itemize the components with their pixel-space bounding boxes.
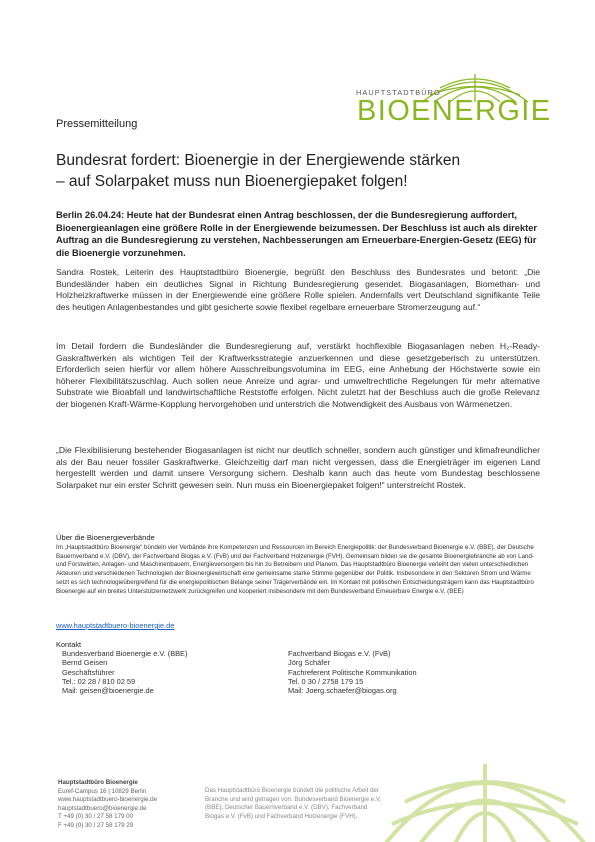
headline-line-1: Bundesrat fordert: Bioenergie in der Energiewende stärken bbox=[56, 152, 461, 169]
lead-paragraph: Berlin 26.04.24: Heute hat der Bundesrat einen Antrag beschlossen, der die Bundesregierung auffordert, Bioenergieanlagen eine größere Rolle in der Energiewende beizumessen. Der Beschluss ist auch als direkter Auftrag an die Bundesregierung zu verstehen, Nachbesserungen am Erneuerbare-Energien-Gesetz (EEG) für die Bioenergie vorzunehmen. bbox=[56, 210, 538, 258]
footer-title: Hauptstadtbüro Bioenergie bbox=[58, 779, 138, 786]
contact-person: Bernd Geisen bbox=[62, 658, 108, 668]
logo-title: BIOENERGIE bbox=[357, 95, 552, 127]
footer-line[interactable]: www.hauptstadtbuero-bioenergie.de bbox=[58, 796, 158, 804]
body-paragraph-1: Sandra Rostek, Leiterin des Hauptstadtbüro Bioenergie, begrüßt den Beschluss des Bundesrates und betont: „Die Bundesländer haben ein deutliches Signal in Richtung Bundesregierung gesendet. Biogasanlagen, Biomethan- und Holzheizkraftwerke müssen in der Energiewende eine größere Rolle spielen. Andernfalls vert Deutschland signifikante Teile des heutigen Anlagenbestandes und gibt gesicherte sowie flexibel regelbare erneuerbare Stromerzeugung auf.“ bbox=[56, 267, 540, 312]
about-text: Im „Hauptstadtbüro Bioenergie“ bündeln vier Verbände ihre Kompetenzen und Ressourcen im Bereich Energiepolitik: der Bundesverband Bioenergie e.V. (BBE), der Deutsche Bauernverband e.V. (DBV), der Fachverband Biogas e.V. (FvB) und der Fachverband Holzenergie (FVH). Gemeinsam bilden sie die gesamte Bioenergiebranche ab von Land- und Forstwirten, Anlagen- und Maschinenbauern, Energieversorgern bis hin zu Betreibern und Planern. Das Hauptstadtbüro Bioenergie verleiht den vielen unterschiedlichen Akteuren und verschiedenen Technologien der Bioenergiewirtschaft eine gemeinsame starke Stimme gegenüber der Politik. Insbesondere in den Sektoren Strom und Wärme setzt es sich technologieübergreifend für die energiepolitischen Belange seiner Trägerverbände ein. Im Kontakt mit politischen Entscheidungsträgern kann das Hauptstadtbüro Bioenergie auf ein breites Unterstützernetzwerk zurückgreifen und kooperiert insbesondere mit dem Bundesverband Erneuerbare Energie e.V. (BEE) bbox=[56, 544, 534, 595]
contact-email[interactable]: Mail: geisen@bioenergie.de bbox=[62, 686, 154, 696]
footer-line: F +49 (0) 30 / 27 58 179 29 bbox=[58, 821, 134, 829]
headline bbox=[56, 150, 536, 192]
body-paragraph-2: Im Detail fordern die Bundesländer die Bundesregierung auf, verstärkt hochflexible Biogasanlagen neben H₂-Ready-Gaskraftwerken als wichtigen Teil der Kraftwerksstrategie anzuerkennen und diese gesetzgeberisch zu unterstützen. Erforderlich seien hierfür vor allem höhere Ausschreibungsvolumina im EEG, eine Anhebung der Höchstwerte sowie ein höherer Flexibilitätszuschlag. Auch sollen neue Anreize und agrar- und umweltrechtliche Regelungen für mehr alternative Substrate wie Bioabfall und landwirtschaftliche Reststoffe erfolgen. Nicht zuletzt hat der Beschluss auch die große Relevanz der biogenen Kraft-Wärme-Kopplung hervorgehoben und unterstrich die Notwendigkeit des Ausbaus von Wärmenetzen. bbox=[56, 341, 540, 409]
footer-line: T +49 (0) 30 / 27 58 179 00 bbox=[58, 813, 134, 821]
contact-email[interactable]: Mail: Joerg.schaefer@biogas.org bbox=[288, 686, 397, 696]
body-paragraph-3: „Die Flexibilisierung bestehender Biogasanlagen ist nicht nur deutlich schneller, sondern auch günstiger und klimafreundlicher als der Bau neuer fossiler Gaskraftwerke. Gleichzeitig darf man nicht vergessen, dass die Energieträger im eigenen Land hergestellt werden und damit unsere Versorgung sichern. Deshalb kann auch das heute vom Bundestag beschlossene Solarpaket nur ein erster Schritt gewesen sein. Nun muss ein Bioenergiepaket folgen!“ unterstreicht Rostek. bbox=[56, 445, 540, 490]
logo-subtitle: HAUPTSTADTBÜRO bbox=[356, 88, 441, 97]
footer-address bbox=[58, 779, 157, 831]
contact-phone: Tel. 0 30 / 2758 179 15 bbox=[288, 676, 364, 686]
press-release-label: Pressemitteilung bbox=[56, 118, 138, 130]
contact-fvb bbox=[288, 649, 417, 695]
website-link[interactable]: www.hauptstadtbuero-bioenergie.de bbox=[56, 621, 175, 630]
contact-org: Fachverband Biogas e.V. (FvB) bbox=[288, 649, 391, 658]
footer-description: Das Hauptstadtbüro Bioenergie bündelt die politische Arbeit der Branche und wird getragen von: Bundesverband Bioenergie e.V. (BBE), Deutscher Bauernverband e.V. (DBV), Fachverband Biogas e.V. (FvB) und Fachverband Holzenergie (FVH). bbox=[205, 787, 382, 821]
contact-bbe bbox=[62, 649, 187, 695]
footer-line[interactable]: hauptstadtbuero@bioenergie.de bbox=[58, 804, 147, 812]
contact-title: Kontakt bbox=[56, 640, 82, 649]
contact-org: Bundesverband Bioenergie e.V. (BBE) bbox=[62, 649, 188, 658]
footer-line: Euref-Campus 16 | 10829 Berlin bbox=[58, 787, 147, 795]
contact-role: Fachreferent Politische Kommunikation bbox=[288, 667, 417, 677]
contact-role: Geschäftsführer bbox=[62, 667, 115, 677]
footer-globe-icon bbox=[380, 752, 590, 842]
contact-phone: Tel.: 02 28 / 810 02 59 bbox=[62, 676, 136, 686]
contact-person: Jörg Schäfer bbox=[288, 658, 330, 668]
about-title: Über die Bioenergieverbände bbox=[56, 533, 155, 542]
headline-line-2: – auf Solarpaket muss nun Bioenergiepaket folgen! bbox=[56, 173, 408, 190]
